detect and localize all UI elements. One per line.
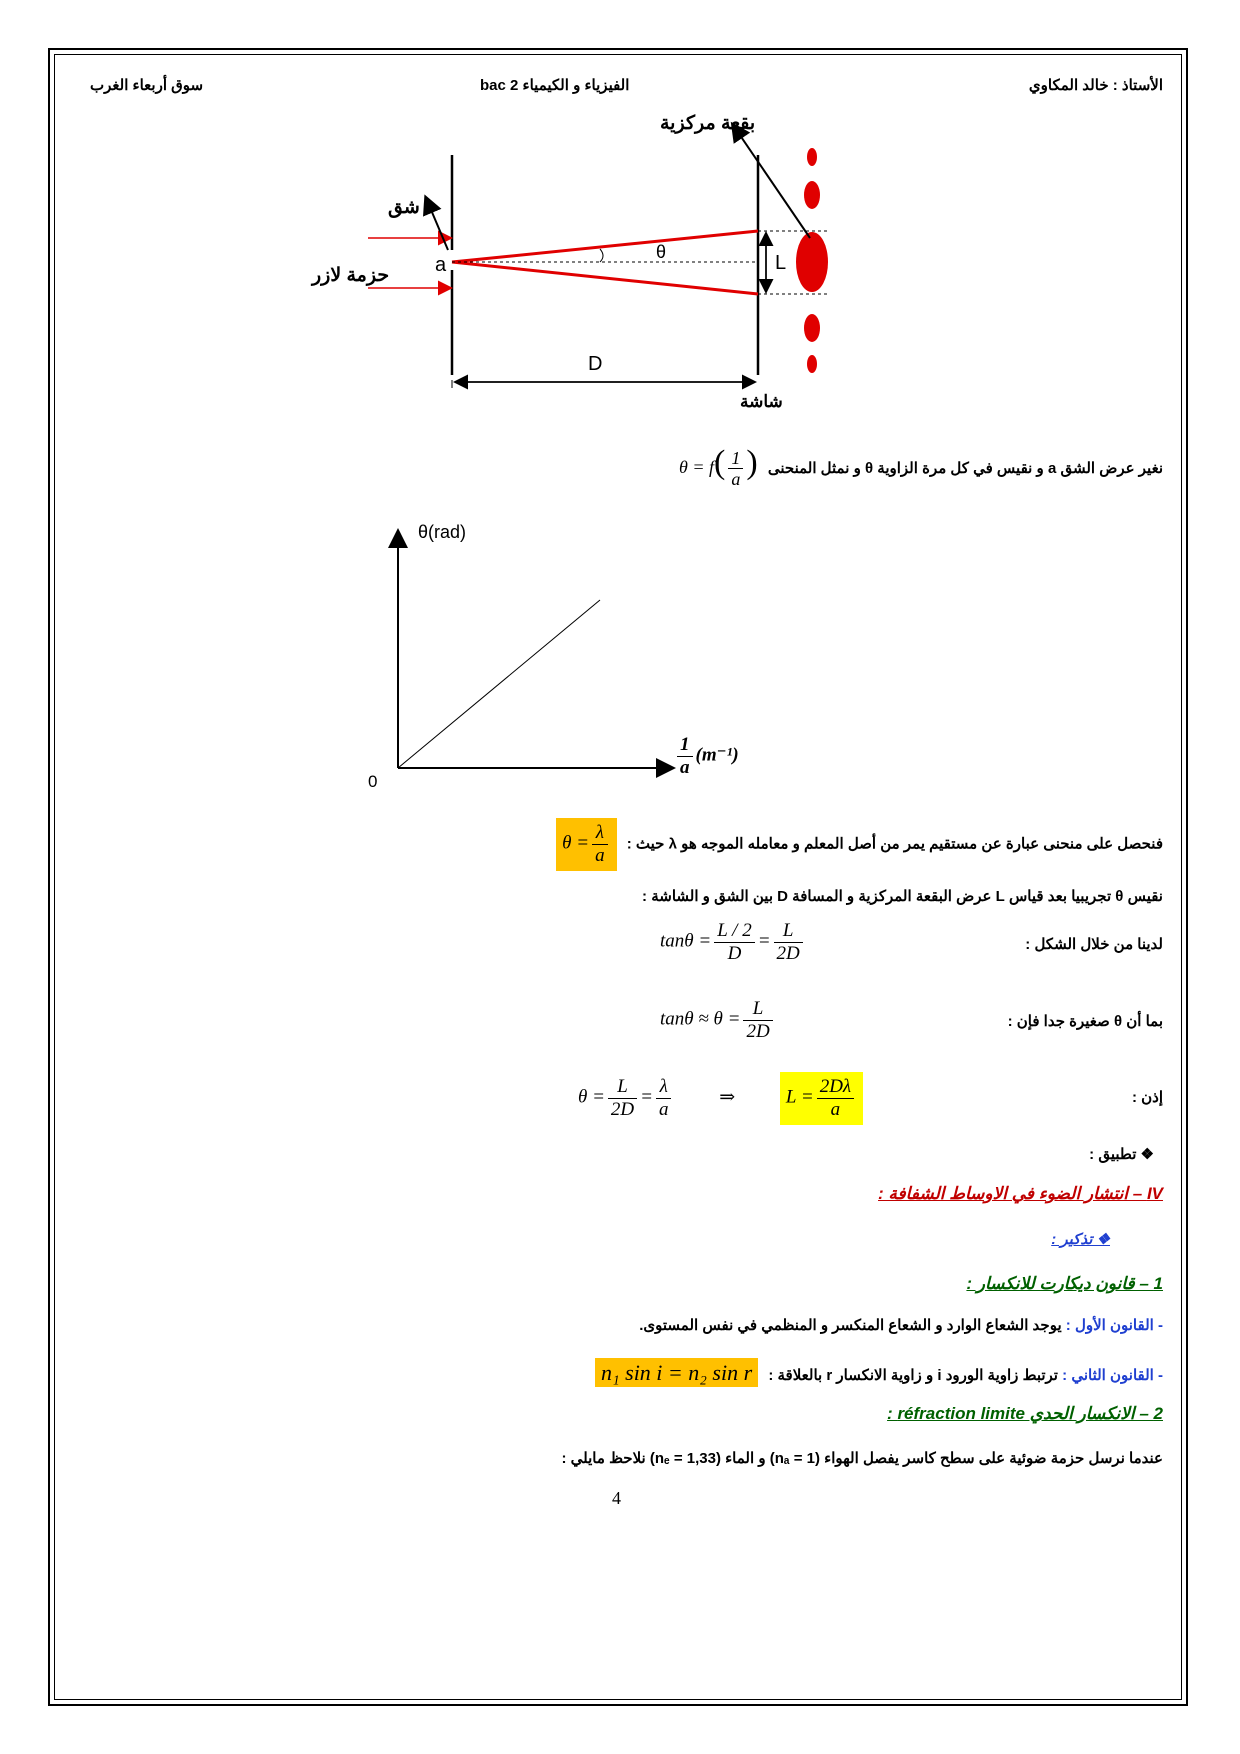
y-axis-label: θ(rad) <box>418 522 467 542</box>
formula6-lhs: θ = <box>578 1086 605 1108</box>
series-line-theta <box>398 600 600 768</box>
text-straight-line-label: فنحصل على منحنى عبارة عن مستقيم يمر من أصل المعلم و معامله الموجه هو λ حيث : <box>626 835 1163 853</box>
label-slit: شق <box>388 197 420 218</box>
label-L: L <box>775 252 787 274</box>
text-application: ❖ تطبيق : <box>1089 1146 1154 1163</box>
formula2-lhs: θ = <box>562 832 590 854</box>
text-from-figure: لدينا من خلال الشكل : <box>1025 936 1163 953</box>
origin-label: 0 <box>368 772 378 791</box>
formula4-num2: L <box>774 920 803 943</box>
text-therefore: إذن : <box>1131 1089 1163 1106</box>
label-screen: شاشة <box>740 392 783 411</box>
first-law-text: يوجد الشعاع الوارد و الشعاع المنكسر و المنظمي في نفس المستوى. <box>639 1317 1062 1334</box>
x-axis-label <box>674 734 739 779</box>
formula6-num2: λ <box>656 1076 672 1099</box>
formula2-den: a <box>595 844 605 866</box>
angle-arc <box>600 249 603 262</box>
label-laser: حزمة لازر <box>312 265 390 286</box>
text-measure-theta: نقيس θ تجريبيا بعد قياس L عرض البقعة المركزية و المسافة D بين الشق و الشاشة : <box>642 888 1163 905</box>
formula6-num1: L <box>608 1076 637 1099</box>
text-small-angle: بما أن θ صغيرة جدا فإن : <box>1007 1013 1163 1030</box>
section-iv-title: IV – انتشار الضوء في الاوساط الشفافة : <box>878 1184 1163 1203</box>
spot-pointer <box>733 125 810 238</box>
text-straight-line <box>556 818 1163 871</box>
fringe-spot <box>804 181 820 209</box>
first-law-label: - القانون الأول : <box>1065 1317 1163 1334</box>
header-school: سوق أربعاء الغرب <box>90 77 204 94</box>
formula6-den1: 2D <box>610 1098 635 1120</box>
limit-refraction-title: 2 – الانكسار الحدي réfraction limite : <box>887 1404 1163 1423</box>
fringe-spot <box>807 148 817 166</box>
formula4-lhs: tanθ = <box>660 930 712 952</box>
x-axis-label-den: a <box>680 756 690 778</box>
formula4-num1: L / 2 <box>714 920 755 943</box>
diffracted-beam-top <box>452 231 758 262</box>
label-theta: θ <box>656 242 667 262</box>
reminder-title: ❖ تذكير : <box>1051 1231 1110 1248</box>
slit-pointer <box>426 198 448 250</box>
formula5-num: L <box>743 998 772 1021</box>
x-axis-label-unit: (m⁻¹) <box>695 744 739 766</box>
formula2-num: λ <box>592 822 608 845</box>
header-subject: الفيزياء و الكيمياء 2 bac <box>480 77 630 94</box>
snell-formula: n₁ sin i = n₂ sin r <box>595 1358 758 1387</box>
second-law-line <box>595 1360 1163 1386</box>
formula6-arrow: ⇒ <box>719 1086 736 1108</box>
text-vary-slit-label: نغير عرض الشق a و نقيس في كل مرة الزاوية θ و نمثل المنحنى <box>767 460 1163 477</box>
first-law-line <box>639 1316 1163 1334</box>
formula-L-highlight <box>780 1072 863 1125</box>
formula1-den: a <box>731 469 741 490</box>
diffracted-beam-bottom <box>452 262 758 294</box>
fringe-spot <box>807 355 817 373</box>
formula6-eq: = <box>640 1086 653 1108</box>
formula-L-result <box>578 1072 863 1125</box>
formula5-den: 2D <box>746 1020 770 1042</box>
page-number: 4 <box>612 1488 621 1508</box>
formula4-den2: 2D <box>776 942 800 964</box>
formula-small-angle <box>660 998 776 1043</box>
header-teacher: الأستاذ : خالد المكاوي <box>1028 77 1163 94</box>
fringe-spot <box>804 314 820 342</box>
label-D: D <box>588 353 603 375</box>
second-law-label: - القانون الثاني : <box>1062 1367 1163 1384</box>
formula6-den3: a <box>830 1098 841 1120</box>
label-a: a <box>435 254 447 276</box>
formula6-lhs2: L = <box>785 1086 814 1108</box>
formula-theta-f: θ = f( $\frac{1}{a}$ ) <box>679 444 758 490</box>
label-central-spot: بقعة مركزية <box>660 113 756 134</box>
second-law-text: ترتبط زاوية الورود i و زاوية الانكسار r بالعلاقة : <box>768 1367 1058 1384</box>
formula1-num: 1 <box>728 448 743 470</box>
formula6-num3: 2Dλ <box>817 1076 854 1099</box>
formula4-den1: D <box>727 942 742 964</box>
formula-theta-lambda <box>556 818 616 871</box>
formula5-lhs: tanθ ≈ θ = <box>660 1008 741 1030</box>
text-vary-slit <box>679 444 1163 490</box>
formula4-eq: = <box>757 930 771 952</box>
formula1-lhs: θ = f <box>679 457 715 477</box>
descartes-law-title: 1 – قانون ديكارت للانكسار : <box>966 1274 1163 1293</box>
central-spot <box>796 232 828 292</box>
formula6-den2: a <box>658 1098 669 1120</box>
diffraction-diagram <box>300 110 940 470</box>
formula-tan-theta <box>660 920 806 965</box>
text-water-air: عندما نرسل حزمة ضوئية على سطح كاسر يفصل الهواء (nₐ = 1) و الماء (nₑ = 1,33) نلاحظ مايلي : <box>561 1450 1163 1467</box>
x-axis-label-num: 1 <box>677 734 693 757</box>
